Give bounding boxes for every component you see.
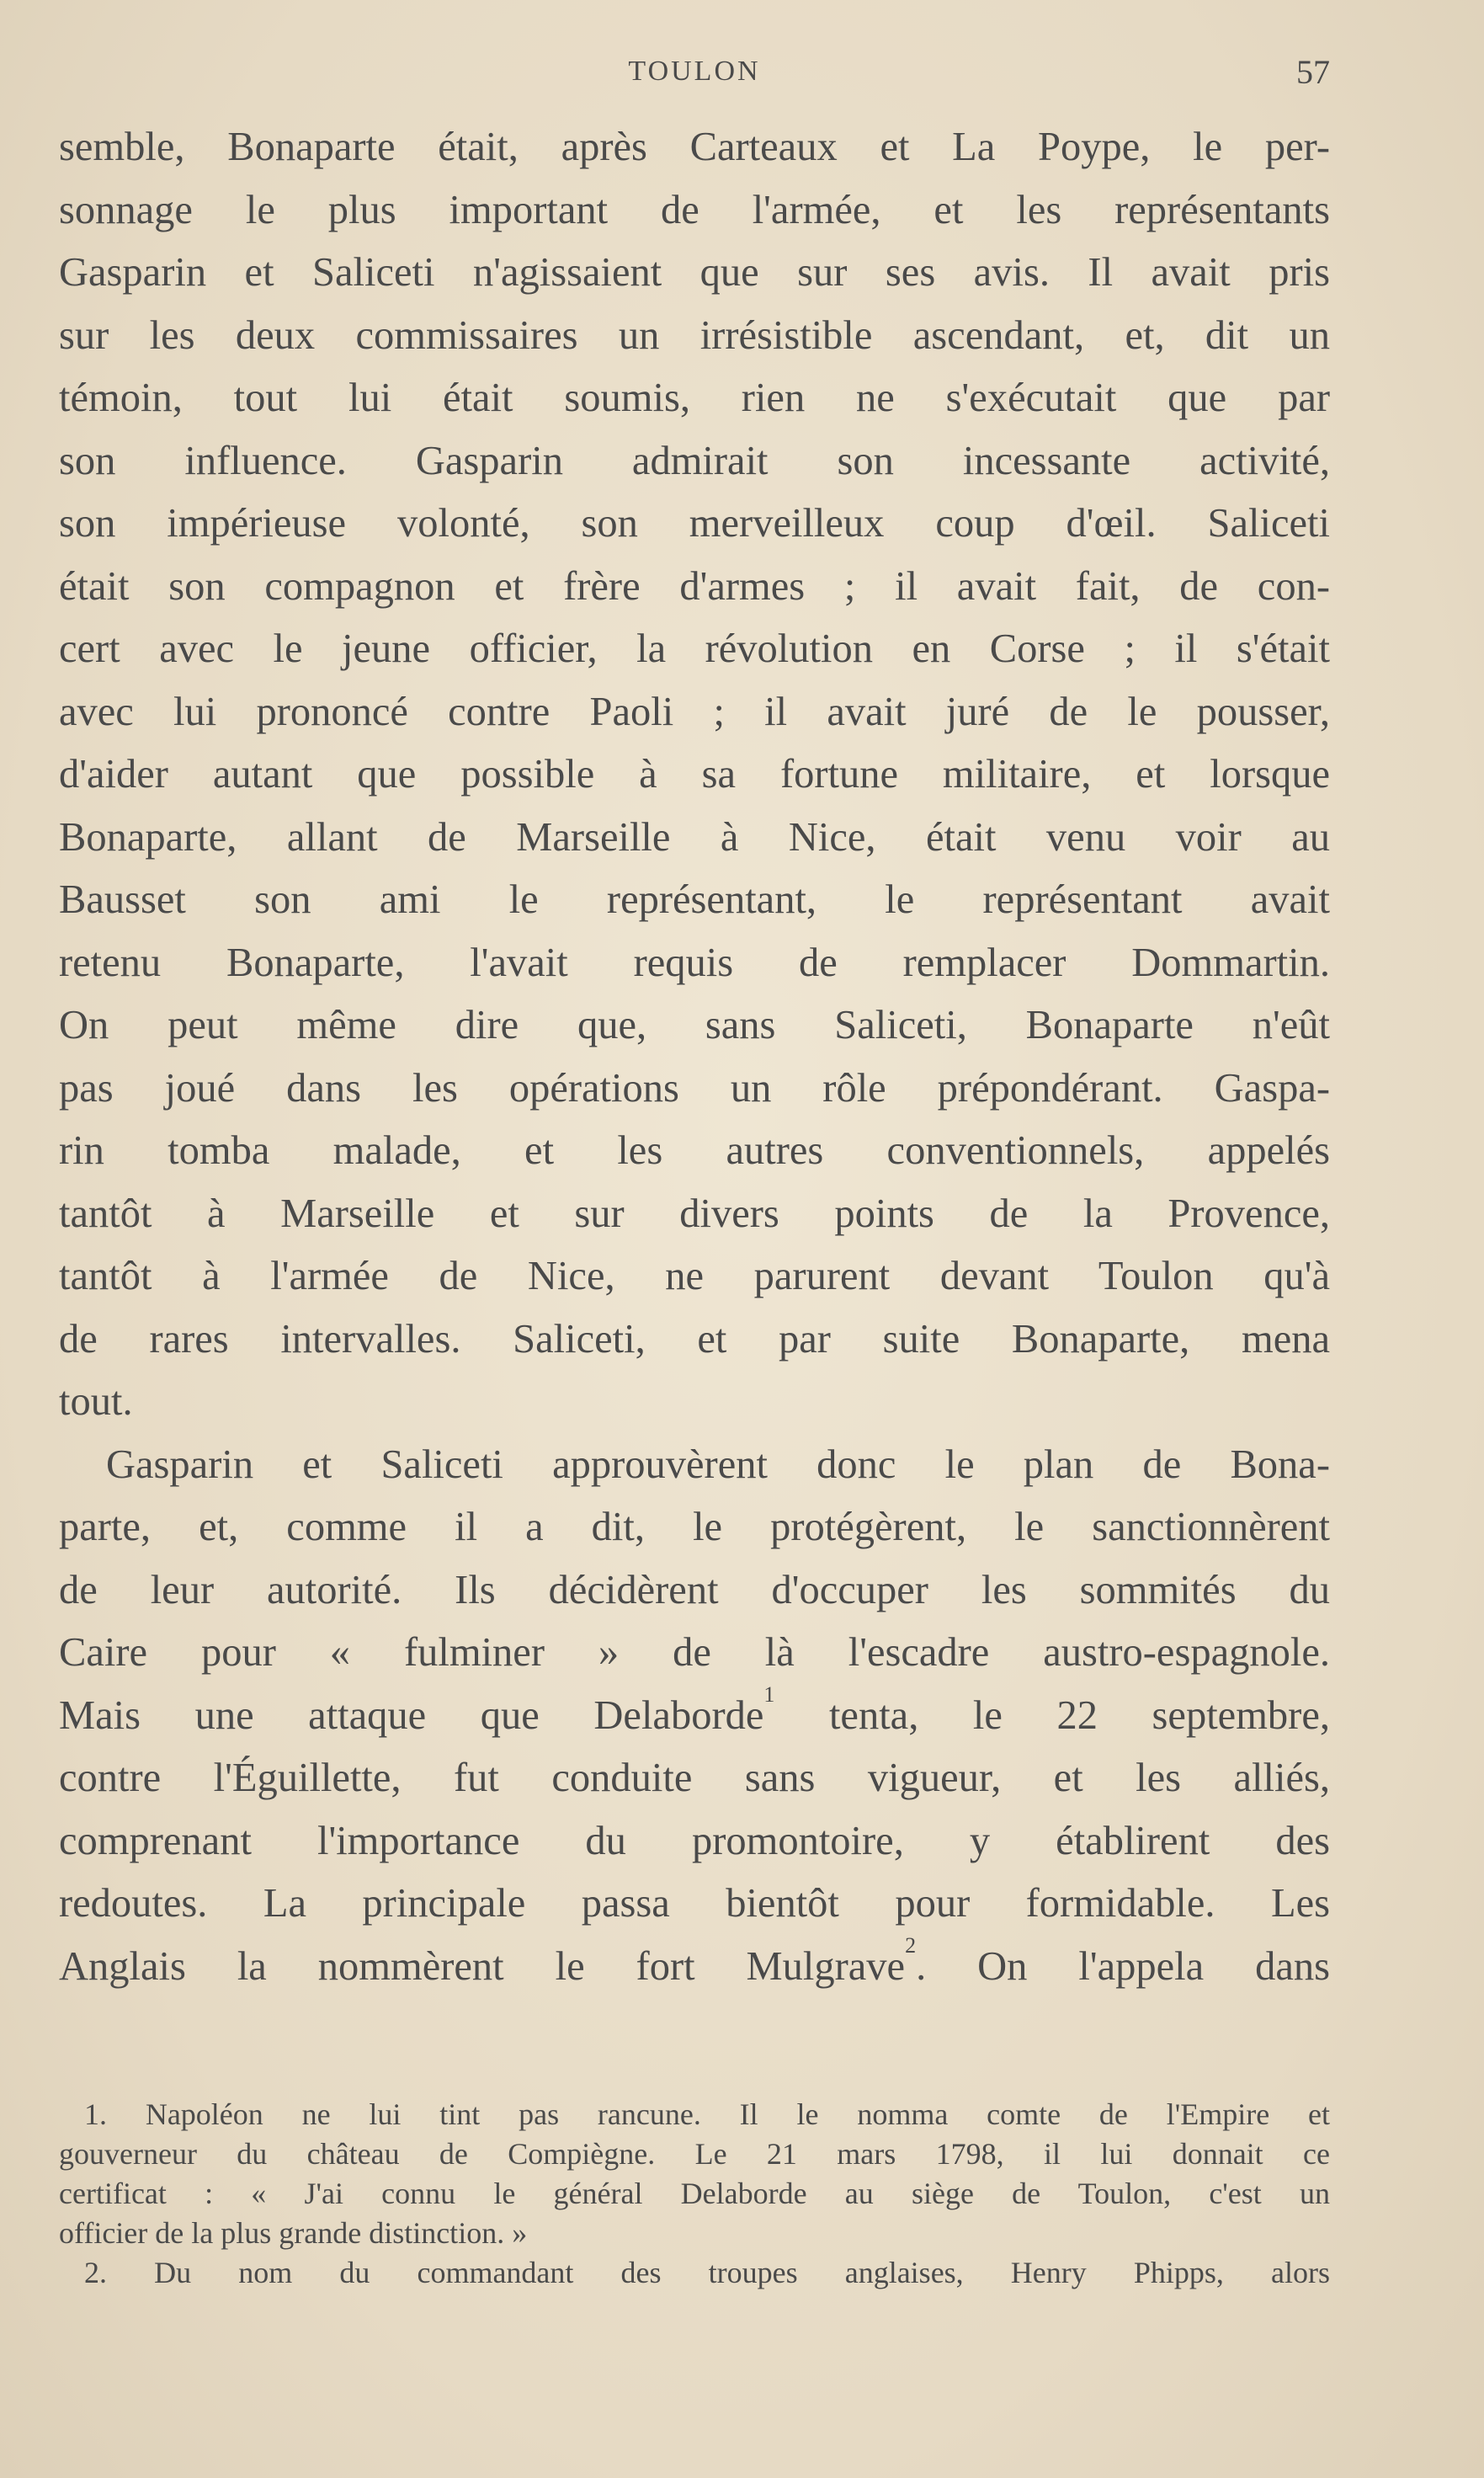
text-line: tout.: [59, 1379, 133, 1424]
text-line: témoin, tout lui était soumis, rien ne s'exécutait que par: [59, 376, 1330, 420]
footnote-ref-1[interactable]: 1: [763, 1682, 775, 1708]
text-fragment: . On l'appela dans: [916, 1943, 1330, 1989]
page-number: 57: [1296, 53, 1330, 91]
text-line: avec lui prononcé contre Paoli ; il avait juré de le pousser,: [59, 689, 1330, 734]
text-line: de leur autorité. Ils décidèrent d'occuper les sommités du: [59, 1567, 1330, 1612]
text-line: sur les deux commissaires un irrésistible ascendant, et, dit un: [59, 312, 1330, 358]
text-line: semble, Bonaparte était, après Carteaux et La Poype, le per-: [59, 125, 1330, 169]
text-line: parte, et, comme il a dit, le protégèrent, le sanctionnèrent: [59, 1505, 1330, 1549]
text-line: Gasparin et Saliceti approuvèrent donc le plan de Bona-: [106, 1442, 1330, 1487]
text-line: Gasparin et Saliceti n'agissaient que sur ses avis. Il avait pris: [59, 250, 1330, 295]
text-line: tantôt à Marseille et sur divers points de la Provence,: [59, 1191, 1330, 1236]
text-line: son influence. Gasparin admirait son incessante activité,: [59, 438, 1330, 483]
text-line: Bausset son ami le représentant, le représentant avait: [59, 877, 1330, 922]
text-line: [59, 1933, 1330, 1999]
text-fragment: Mais une attaque que Delaborde: [59, 1692, 764, 1738]
paragraph-1: [59, 116, 1330, 1434]
text-line: son impérieuse volonté, son merveilleux coup d'œil. Saliceti: [59, 501, 1330, 546]
text-line: comprenant l'importance du promontoire, y établirent des: [59, 1818, 1330, 1863]
text-line: retenu Bonaparte, l'avait requis de remplacer Dommartin.: [59, 940, 1330, 985]
main-text: [59, 116, 1330, 1998]
footnotes: [59, 2095, 1330, 2293]
text-line: redoutes. La principale passa bientôt pour formidable. Les: [59, 1881, 1330, 1926]
footnote-line: officier de la plus grande distinction. »: [59, 2216, 528, 2250]
text-line: sonnage le plus important de l'armée, et les représentants: [59, 187, 1330, 232]
text-line: contre l'Éguillette, fut conduite sans vigueur, et les alliés,: [59, 1756, 1330, 1800]
text-line: On peut même dire que, sans Saliceti, Bonaparte n'eût: [59, 1003, 1330, 1047]
text-line: tantôt à l'armée de Nice, ne parurent devant Toulon qu'à: [59, 1254, 1330, 1298]
footnote-line: 1. Napoléon ne lui tint pas rancune. Il le nomma comte de l'Empire et: [84, 2097, 1330, 2131]
text-line: rin tomba malade, et les autres conventionnels, appelés: [59, 1128, 1330, 1173]
text-fragment: tenta, le 22 septembre,: [774, 1692, 1330, 1738]
text-line: de rares intervalles. Saliceti, et par suite Bonaparte, mena: [59, 1316, 1330, 1362]
paragraph-2: [59, 1434, 1330, 1999]
footnote-line: gouverneur du château de Compiègne. Le 21 mars 1798, il lui donnait ce: [59, 2137, 1330, 2171]
text-line: était son compagnon et frère d'armes ; il avait fait, de con-: [59, 563, 1330, 609]
text-line: [59, 1682, 1330, 1748]
text-line: cert avec le jeune officier, la révolution en Corse ; il s'était: [59, 626, 1330, 671]
text-line: Caire pour « fulminer » de là l'escadre austro-espagnole.: [59, 1630, 1330, 1675]
text-line: pas joué dans les opérations un rôle prépondérant. Gaspa-: [59, 1065, 1330, 1111]
footnote-ref-2[interactable]: 2: [905, 1933, 917, 1958]
running-title: TOULON: [628, 56, 761, 87]
footnote-line: certificat : « J'ai connu le général Delaborde au siège de Toulon, c'est un: [59, 2177, 1330, 2210]
footnote-line: 2. Du nom du commandant des troupes anglaises, Henry Phipps, alors: [84, 2256, 1330, 2289]
text-line: Bonaparte, allant de Marseille à Nice, était venu voir au: [59, 814, 1330, 860]
text-line: d'aider autant que possible à sa fortune militaire, et lorsque: [59, 752, 1330, 797]
page-header: [59, 52, 1330, 94]
text-fragment: Anglais la nommèrent le fort Mulgrave: [59, 1943, 906, 1989]
